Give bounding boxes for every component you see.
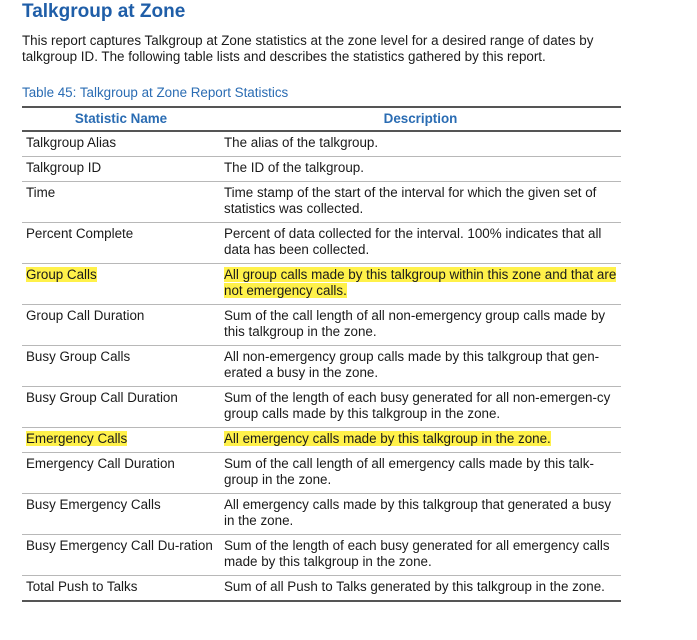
statistic-name: Percent Complete: [26, 226, 134, 241]
highlighted-statistic-name: Group Calls: [26, 267, 97, 282]
statistic-name: Time: [26, 185, 56, 200]
highlighted-statistic-description: All group calls made by this talkgroup within this zone and that are not emergency calls.: [224, 267, 617, 298]
statistic-description-cell: [220, 535, 621, 576]
statistic-description-cell: [220, 494, 621, 535]
statistic-name-cell: [22, 387, 220, 428]
statistic-description: Sum of the call length of all non-emergency group calls made by this talkgroup in the zone.: [224, 308, 606, 339]
table-row: [22, 576, 621, 602]
statistic-description: All emergency calls made by this talkgroup that generated a busy in the zone.: [224, 497, 612, 528]
statistic-name-cell: [22, 535, 220, 576]
table-row: [22, 428, 621, 453]
column-header-statistic-name: Statistic Name: [74, 111, 168, 126]
statistic-description: The alias of the talkgroup.: [224, 135, 379, 150]
table-row: [22, 264, 621, 305]
table-row: [22, 494, 621, 535]
statistic-name: Talkgroup ID: [26, 160, 102, 175]
statistic-name: Total Push to Talks: [26, 579, 138, 594]
statistic-name-cell: [22, 346, 220, 387]
statistic-description-cell: [220, 428, 621, 453]
statistic-description-cell: [220, 131, 621, 157]
statistic-name: Busy Group Call Duration: [26, 390, 178, 405]
statistic-name: Group Call Duration: [26, 308, 145, 323]
statistic-description-cell: [220, 576, 621, 602]
statistic-name-cell: [22, 264, 220, 305]
statistic-description-cell: [220, 305, 621, 346]
table-row: [22, 305, 621, 346]
statistic-name: Emergency Call Duration: [26, 456, 175, 471]
table-row: [22, 387, 621, 428]
statistic-description: Sum of the call length of all emergency calls made by this talk-group in the zone.: [224, 456, 594, 487]
statistic-name-cell: [22, 182, 220, 223]
statistics-table: [22, 106, 621, 602]
statistic-name-cell: [22, 576, 220, 602]
intro-paragraph: This report captures Talkgroup at Zone statistics at the zone level for a desired range of dates by talkgroup ID. The following table lists and describes the statistics gathered by this report.: [22, 33, 594, 64]
document-page: [22, 0, 622, 602]
statistic-name: Busy Emergency Call Du-ration: [26, 538, 213, 553]
statistic-name-cell: [22, 428, 220, 453]
statistic-name-cell: [22, 131, 220, 157]
statistic-name: Busy Group Calls: [26, 349, 131, 364]
statistic-name-cell: [22, 157, 220, 182]
table-row: [22, 346, 621, 387]
statistic-name-cell: [22, 494, 220, 535]
statistic-description: Time stamp of the start of the interval for which the given set of statistics was collected.: [224, 185, 597, 216]
statistic-description-cell: [220, 157, 621, 182]
table-body: [22, 131, 621, 601]
highlighted-statistic-name: Emergency Calls: [26, 431, 128, 446]
statistic-description: Percent of data collected for the interval. 100% indicates that all data has been collected.: [224, 226, 602, 257]
highlighted-statistic-description: All emergency calls made by this talkgroup in the zone.: [224, 431, 551, 446]
statistic-description: All non-emergency group calls made by this talkgroup that gen-erated a busy in the zone.: [224, 349, 600, 380]
table-row: [22, 182, 621, 223]
statistic-description: Sum of all Push to Talks generated by this talkgroup in the zone.: [224, 579, 605, 594]
statistic-name-cell: [22, 305, 220, 346]
statistic-description-cell: [220, 346, 621, 387]
statistic-name: Busy Emergency Calls: [26, 497, 161, 512]
statistic-description-cell: [220, 264, 621, 305]
table-header: [22, 107, 621, 131]
statistic-description: Sum of the length of each busy generated for all non-emergen-cy group calls made by this talkgroup in the zone.: [224, 390, 611, 421]
table-header-row: [22, 107, 621, 131]
statistic-description-cell: [220, 387, 621, 428]
table-row: [22, 223, 621, 264]
table-caption: Table 45: Talkgroup at Zone Report Statistics: [22, 85, 289, 100]
statistic-description-cell: [220, 223, 621, 264]
statistic-name: Talkgroup Alias: [26, 135, 117, 150]
table-row: [22, 157, 621, 182]
statistic-description: The ID of the talkgroup.: [224, 160, 364, 175]
statistic-name-cell: [22, 453, 220, 494]
table-row: [22, 453, 621, 494]
statistic-description-cell: [220, 182, 621, 223]
section-heading: Talkgroup at Zone: [22, 1, 186, 22]
statistic-description: Sum of the length of each busy generated for all emergency calls made by this talkgroup in the zone.: [224, 538, 610, 569]
statistic-description-cell: [220, 453, 621, 494]
table-row: [22, 535, 621, 576]
table-row: [22, 131, 621, 157]
statistic-name-cell: [22, 223, 220, 264]
column-header-description: Description: [383, 111, 458, 126]
